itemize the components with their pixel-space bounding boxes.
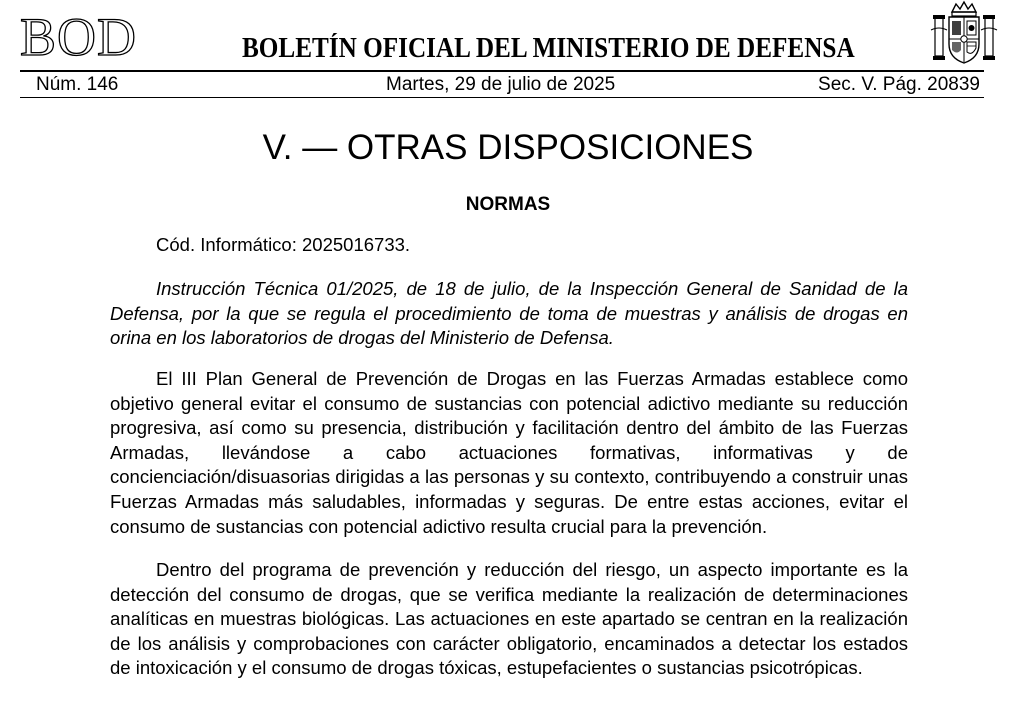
gazette-title: BOLETÍN OFICIAL DEL MINISTERIO DE DEFENSA [242,33,855,64]
paragraph-2: Dentro del programa de prevención y reducción del riesgo, un aspecto importante es la detección del consumo de drogas, que se verifica mediante la realización de determinaciones analíticas en muestras biológicas. Las actuaciones en este apartado se centran en la realización de los análisis y comprobaciones con carácter obligatorio, encaminados a detectar los estados de intoxicación y el consumo de drogas tóxicas, estupefacientes o sustancias psicotrópicas. [110,559,908,679]
issue-date: Martes, 29 de julio de 2025 [386,74,616,95]
section-heading: V. — OTRAS DISPOSICIONES [262,128,754,167]
issue-number: Núm. 146 [36,74,119,95]
code-line: Cód. Informático: 2025016733. [156,234,411,255]
coat-of-arms-icon [930,0,998,68]
bod-logo: BOD [20,7,138,67]
section-page: Sec. V. Pág. 20839 [818,74,980,95]
instruction-title: Instrucción Técnica 01/2025, de 18 de julio, de la Inspección General de Sanidad de la Defensa, por la que se regula el procedimiento de toma de muestras y análisis de drogas en orina en los laboratorios de drogas del Ministerio de Defensa. [110,278,908,349]
header-rule-top [20,70,984,72]
subheading: NORMAS [465,194,551,215]
paragraph-1: El III Plan General de Prevención de Drogas en las Fuerzas Armadas establece como objetivo general evitar el consumo de sustancias con potencial adictivo mediante su reducción progresiva, así como su presencia, distribución y facilitación dentro del ámbito de las Fuerzas Armadas, llevándose a cabo actuaciones formativas, informativas y de concienciación/disuasorias dirigidas a las personas y su contexto, contribuyendo a construir unas Fuerzas Armadas más saludables, informadas y seguras. De entre estas acciones, evitar el consumo de sustancias con potencial adictivo resulta crucial para la prevención. [110,368,908,537]
header-rule-bottom [20,97,984,98]
masthead [20,0,1004,70]
